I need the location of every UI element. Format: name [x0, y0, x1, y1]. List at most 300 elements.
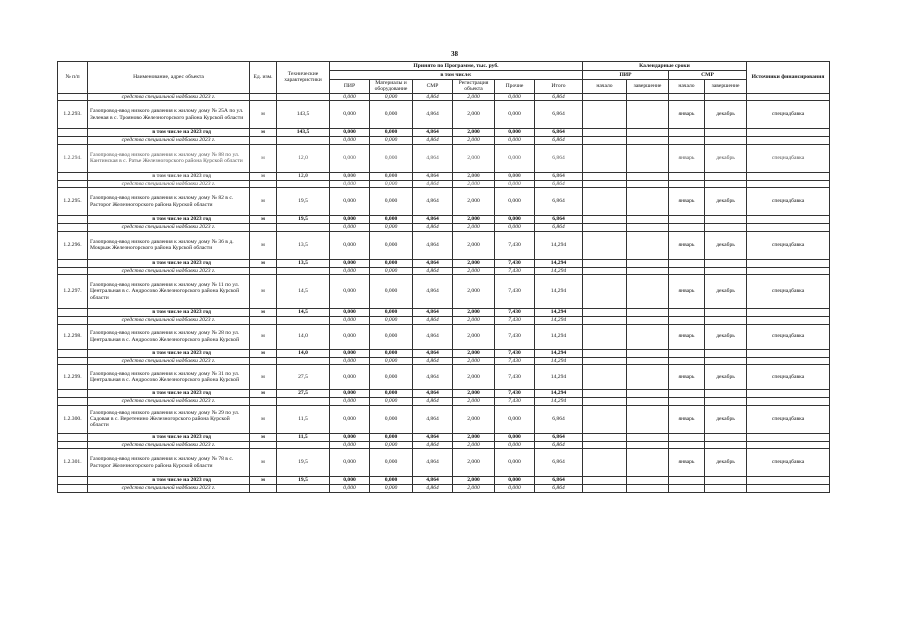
object-number: 1.2.296. [58, 231, 88, 259]
object-unit: м [250, 449, 277, 477]
object-reg: 2,000 [453, 144, 495, 172]
funds-reg: 2,000 [453, 357, 495, 365]
funds-row [58, 180, 830, 188]
subtotal-row [58, 309, 830, 317]
subtotal-smr: 4,864 [413, 349, 453, 357]
subtotal-total: 6,864 [535, 172, 583, 180]
funds-reg: 2,000 [453, 485, 495, 493]
subtotal-smr: 4,864 [413, 390, 453, 398]
object-source: спецнадбавка [747, 188, 830, 216]
object-start: январь [669, 324, 705, 349]
object-pir: 0,000 [330, 101, 370, 129]
object-end: декабрь [705, 188, 747, 216]
funds-total: 6,864 [535, 137, 583, 145]
subtotal-tech: 11,5 [277, 433, 330, 441]
object-other: 7,430 [495, 275, 535, 309]
subtotal-mat: 0,000 [370, 309, 413, 317]
header-smr: СМР [413, 80, 453, 94]
object-pir: 0,000 [330, 275, 370, 309]
object-start: январь [669, 449, 705, 477]
object-total: 14,294 [535, 231, 583, 259]
table-row [58, 275, 830, 309]
subtotal-other: 0,000 [495, 129, 535, 137]
object-mat: 0,000 [370, 405, 413, 433]
subtotal-total: 14,294 [535, 309, 583, 317]
funds-row [58, 224, 830, 232]
funds-other: 7,430 [495, 267, 535, 275]
object-number: 1.2.299. [58, 365, 88, 390]
object-number: 1.2.295. [58, 188, 88, 216]
object-name: Газопровод-ввод низкого давления к жилому дому № 11 по ул. Центральная в с. Андросово Железногорского района Курской области [88, 275, 250, 309]
funds-label: средства специальной надбавки 2023 г. [88, 398, 250, 406]
subtotal-pir: 0,000 [330, 433, 370, 441]
header-other: Прочие [495, 80, 535, 94]
funds-smr: 4,864 [413, 93, 453, 101]
funds-label: средства специальной надбавки 2023 г. [88, 357, 250, 365]
object-unit: м [250, 231, 277, 259]
funds-label: средства специальной надбавки 2023 г. [88, 441, 250, 449]
subtotal-other: 0,000 [495, 477, 535, 485]
funds-mat: 0,000 [370, 317, 413, 325]
object-other: 0,000 [495, 188, 535, 216]
object-total: 6,864 [535, 101, 583, 129]
funds-mat: 0,000 [370, 137, 413, 145]
table-row [58, 188, 830, 216]
funds-smr: 4,864 [413, 398, 453, 406]
header-pir-end: завершение [627, 80, 669, 94]
object-other: 0,000 [495, 144, 535, 172]
funds-other: 0,000 [495, 137, 535, 145]
object-other: 0,000 [495, 405, 535, 433]
funds-total: 6,864 [535, 224, 583, 232]
object-tech: 12,0 [277, 144, 330, 172]
object-total: 6,864 [535, 405, 583, 433]
subtotal-tech: 143,5 [277, 129, 330, 137]
subtotal-smr: 4,864 [413, 129, 453, 137]
object-mat: 0,000 [370, 365, 413, 390]
subtotal-mat: 0,000 [370, 172, 413, 180]
subtotal-label: в том числе на 2023 год [88, 259, 250, 267]
subtotal-unit: м [250, 390, 277, 398]
object-number: 1.2.294. [58, 144, 88, 172]
funds-smr: 4,864 [413, 224, 453, 232]
funds-reg: 2,000 [453, 93, 495, 101]
object-number: 1.2.298. [58, 324, 88, 349]
object-source: спецнадбавка [747, 405, 830, 433]
subtotal-pir: 0,000 [330, 390, 370, 398]
header-total: Итого [535, 80, 583, 94]
object-name: Газопровод-ввод низкого давления к жилому дому № 36 в д. Мокрыж Железногорского района Курской области [88, 231, 250, 259]
subtotal-pir: 0,000 [330, 349, 370, 357]
funds-mat: 0,000 [370, 267, 413, 275]
funds-pir: 0,000 [330, 317, 370, 325]
subtotal-label: в том числе на 2023 год [88, 172, 250, 180]
object-smr: 4,864 [413, 324, 453, 349]
subtotal-unit: м [250, 433, 277, 441]
subtotal-total: 6,864 [535, 433, 583, 441]
funds-row [58, 357, 830, 365]
subtotal-total: 6,864 [535, 477, 583, 485]
funds-reg: 2,000 [453, 137, 495, 145]
object-source: спецнадбавка [747, 324, 830, 349]
header-unit: Ед. изм. [250, 62, 277, 94]
object-end: декабрь [705, 324, 747, 349]
subtotal-row [58, 259, 830, 267]
object-start: январь [669, 231, 705, 259]
subtotal-smr: 4,864 [413, 309, 453, 317]
subtotal-row [58, 433, 830, 441]
subtotal-pir: 0,000 [330, 129, 370, 137]
funds-other: 7,430 [495, 357, 535, 365]
subtotal-other: 0,000 [495, 433, 535, 441]
header-name: Наименование, адрес объекта [88, 62, 250, 94]
object-number: 1.2.293. [58, 101, 88, 129]
object-other: 0,000 [495, 449, 535, 477]
object-tech: 14,5 [277, 275, 330, 309]
subtotal-total: 14,294 [535, 390, 583, 398]
header-smr-end: завершение [705, 80, 747, 94]
subtotal-total: 6,864 [535, 129, 583, 137]
object-name: Газопровод-ввод низкого давления к жилому дому № 82 в с. Расторог Железногорского района Курской области [88, 188, 250, 216]
object-total: 6,864 [535, 188, 583, 216]
object-name: Газопровод-ввод низкого давления к жилому дому № 78 в с. Расторог Железногорского района Курской области [88, 449, 250, 477]
table-row [58, 449, 830, 477]
funds-mat: 0,000 [370, 441, 413, 449]
funds-label: средства специальной надбавки 2023 г. [88, 485, 250, 493]
subtotal-unit: м [250, 172, 277, 180]
subtotal-unit: м [250, 309, 277, 317]
header-cal-smr: СМР [669, 71, 747, 80]
funds-reg: 2,000 [453, 441, 495, 449]
object-end: декабрь [705, 405, 747, 433]
funds-label: средства специальной надбавки 2023 г. [88, 224, 250, 232]
object-mat: 0,000 [370, 324, 413, 349]
object-other: 7,430 [495, 365, 535, 390]
subtotal-label: в том числе на 2023 год [88, 349, 250, 357]
object-reg: 2,000 [453, 101, 495, 129]
subtotal-mat: 0,000 [370, 390, 413, 398]
funds-smr: 4,864 [413, 180, 453, 188]
funds-pir: 0,000 [330, 398, 370, 406]
header-smr-start: начало [669, 80, 705, 94]
object-pir: 0,000 [330, 324, 370, 349]
object-tech: 27,5 [277, 365, 330, 390]
object-unit: м [250, 365, 277, 390]
funds-other: 0,000 [495, 180, 535, 188]
subtotal-reg: 2,000 [453, 216, 495, 224]
object-pir: 0,000 [330, 405, 370, 433]
subtotal-other: 7,430 [495, 259, 535, 267]
object-smr: 4,864 [413, 275, 453, 309]
funds-pir: 0,000 [330, 224, 370, 232]
subtotal-row [58, 349, 830, 357]
object-unit: м [250, 275, 277, 309]
subtotal-pir: 0,000 [330, 216, 370, 224]
subtotal-mat: 0,000 [370, 259, 413, 267]
object-start: январь [669, 101, 705, 129]
program-table [57, 61, 830, 493]
object-start: январь [669, 405, 705, 433]
subtotal-label: в том числе на 2023 год [88, 216, 250, 224]
funds-smr: 4,864 [413, 357, 453, 365]
header-incl: в том числе: [330, 71, 583, 80]
table-header [58, 62, 830, 94]
subtotal-tech: 14,5 [277, 309, 330, 317]
subtotal-mat: 0,000 [370, 433, 413, 441]
funds-smr: 4,864 [413, 441, 453, 449]
object-unit: м [250, 188, 277, 216]
funds-total: 6,864 [535, 180, 583, 188]
subtotal-pir: 0,000 [330, 477, 370, 485]
funds-row [58, 441, 830, 449]
object-source: спецнадбавка [747, 144, 830, 172]
subtotal-other: 7,430 [495, 309, 535, 317]
object-name: Газопровод-ввод низкого давления к жилому дому № 25А по ул. Зеленая в с. Трояново Железногорского района Курской области [88, 101, 250, 129]
header-calendar: Календарные сроки [583, 62, 747, 71]
subtotal-tech: 19,5 [277, 477, 330, 485]
table-row [58, 231, 830, 259]
object-end: декабрь [705, 365, 747, 390]
object-pir: 0,000 [330, 365, 370, 390]
subtotal-reg: 2,000 [453, 259, 495, 267]
header-pir-start: начало [583, 80, 627, 94]
subtotal-pir: 0,000 [330, 309, 370, 317]
subtotal-reg: 2,000 [453, 390, 495, 398]
object-total: 6,864 [535, 144, 583, 172]
object-smr: 4,864 [413, 449, 453, 477]
object-tech: 19,5 [277, 188, 330, 216]
object-start: январь [669, 275, 705, 309]
subtotal-reg: 2,000 [453, 349, 495, 357]
funds-total: 6,864 [535, 441, 583, 449]
object-mat: 0,000 [370, 188, 413, 216]
funds-other: 0,000 [495, 224, 535, 232]
subtotal-tech: 27,5 [277, 390, 330, 398]
object-tech: 14,0 [277, 324, 330, 349]
object-tech: 19,5 [277, 449, 330, 477]
header-tech: Технические характеристики [277, 62, 330, 94]
funds-other: 7,430 [495, 398, 535, 406]
subtotal-unit: м [250, 129, 277, 137]
subtotal-total: 14,294 [535, 259, 583, 267]
subtotal-other: 7,430 [495, 349, 535, 357]
funds-smr: 4,864 [413, 317, 453, 325]
object-reg: 2,000 [453, 275, 495, 309]
funds-other: 0,000 [495, 93, 535, 101]
subtotal-unit: м [250, 477, 277, 485]
page-number: 38 [451, 50, 458, 58]
funds-pir: 0,000 [330, 137, 370, 145]
subtotal-reg: 2,000 [453, 172, 495, 180]
object-name: Газопровод-ввод низкого давления к жилому дому № 31 по ул. Центральная в с. Андросово Железногорского района Курской [88, 365, 250, 390]
header-cal-pir: ПИР [583, 71, 669, 80]
subtotal-smr: 4,864 [413, 216, 453, 224]
object-pir: 0,000 [330, 144, 370, 172]
subtotal-tech: 14,0 [277, 349, 330, 357]
funds-pir: 0,000 [330, 93, 370, 101]
object-start: январь [669, 144, 705, 172]
object-smr: 4,864 [413, 365, 453, 390]
funds-row [58, 267, 830, 275]
subtotal-smr: 4,864 [413, 433, 453, 441]
table-row [58, 365, 830, 390]
subtotal-other: 0,000 [495, 172, 535, 180]
subtotal-mat: 0,000 [370, 349, 413, 357]
object-total: 14,294 [535, 365, 583, 390]
subtotal-label: в том числе на 2023 год [88, 477, 250, 485]
object-source: спецнадбавка [747, 275, 830, 309]
object-reg: 2,000 [453, 231, 495, 259]
object-other: 0,000 [495, 101, 535, 129]
subtotal-pir: 0,000 [330, 172, 370, 180]
object-mat: 0,000 [370, 101, 413, 129]
object-unit: м [250, 324, 277, 349]
subtotal-other: 7,430 [495, 390, 535, 398]
object-end: декабрь [705, 449, 747, 477]
object-end: декабрь [705, 101, 747, 129]
funds-materials: 0,000 [370, 93, 413, 101]
object-reg: 2,000 [453, 188, 495, 216]
object-reg: 2,000 [453, 449, 495, 477]
object-start: январь [669, 365, 705, 390]
header-pir: ПИР [330, 80, 370, 94]
table-row [58, 101, 830, 129]
subtotal-label: в том числе на 2023 год [88, 390, 250, 398]
object-start: январь [669, 188, 705, 216]
object-other: 7,430 [495, 231, 535, 259]
subtotal-label: в том числе на 2023 год [88, 309, 250, 317]
funds-pir: 0,000 [330, 267, 370, 275]
funds-pir: 0,000 [330, 180, 370, 188]
funds-label: средства специальной надбавки 2023 г. [88, 137, 250, 145]
subtotal-row [58, 172, 830, 180]
object-reg: 2,000 [453, 365, 495, 390]
subtotal-smr: 4,864 [413, 259, 453, 267]
object-smr: 4,864 [413, 188, 453, 216]
object-name: Газопровод-ввод низкого давления к жилому дому № 28 по ул. Центральная в с. Андросово Железногорского района Курской [88, 324, 250, 349]
subtotal-tech: 13,5 [277, 259, 330, 267]
subtotal-row [58, 390, 830, 398]
object-unit: м [250, 144, 277, 172]
object-source: спецнадбавка [747, 449, 830, 477]
object-mat: 0,000 [370, 275, 413, 309]
funds-pir: 0,000 [330, 357, 370, 365]
funds-smr: 4,864 [413, 267, 453, 275]
funds-label: средства специальной надбавки 2023 г. [88, 317, 250, 325]
object-reg: 2,000 [453, 324, 495, 349]
funds-mat: 0,000 [370, 485, 413, 493]
object-unit: м [250, 101, 277, 129]
header-sources: Источники финансирования [747, 62, 830, 94]
object-tech: 143,5 [277, 101, 330, 129]
object-other: 7,430 [495, 324, 535, 349]
header-materials: Материалы и оборудование [370, 80, 413, 94]
subtotal-total: 14,294 [535, 349, 583, 357]
funds-row [58, 93, 830, 101]
funds-reg: 2,000 [453, 180, 495, 188]
object-tech: 13,5 [277, 231, 330, 259]
funds-row [58, 137, 830, 145]
header-program: Принято по Программе, тыс. руб. [330, 62, 583, 71]
object-source: спецнадбавка [747, 231, 830, 259]
object-pir: 0,000 [330, 449, 370, 477]
subtotal-pir: 0,000 [330, 259, 370, 267]
subtotal-unit: м [250, 259, 277, 267]
object-total: 14,294 [535, 324, 583, 349]
object-pir: 0,000 [330, 231, 370, 259]
funds-smr: 4,864 [413, 485, 453, 493]
object-number: 1.2.301. [58, 449, 88, 477]
header-reg: Регистрация объекта [453, 80, 495, 94]
subtotal-reg: 2,000 [453, 309, 495, 317]
object-total: 6,864 [535, 449, 583, 477]
subtotal-row [58, 216, 830, 224]
funds-reg: 2,000 [453, 267, 495, 275]
subtotal-tech: 12,0 [277, 172, 330, 180]
object-tech: 11,5 [277, 405, 330, 433]
funds-reg: 2,000 [453, 317, 495, 325]
subtotal-smr: 4,864 [413, 477, 453, 485]
funds-other: 0,000 [495, 485, 535, 493]
object-name: Газопровод-ввод низкого давления к жилому дому № 88 по ул. Кантинская в с. Ратье Железногорского района Курской области [88, 144, 250, 172]
funds-total: 14,294 [535, 398, 583, 406]
funds-total: 6,864 [535, 93, 583, 101]
object-name: Газопровод-ввод низкого давления к жилому дому № 29 по ул. Садовая в с. Веретенино Железногорского района Курской области [88, 405, 250, 433]
funds-other: 7,430 [495, 317, 535, 325]
object-smr: 4,864 [413, 231, 453, 259]
table-body [58, 93, 830, 492]
subtotal-reg: 2,000 [453, 433, 495, 441]
object-end: декабрь [705, 144, 747, 172]
subtotal-row [58, 477, 830, 485]
funds-pir: 0,000 [330, 485, 370, 493]
funds-mat: 0,000 [370, 357, 413, 365]
subtotal-reg: 2,000 [453, 129, 495, 137]
subtotal-mat: 0,000 [370, 216, 413, 224]
subtotal-other: 0,000 [495, 216, 535, 224]
funds-mat: 0,000 [370, 180, 413, 188]
table-row [58, 405, 830, 433]
funds-total: 14,294 [535, 357, 583, 365]
funds-total: 14,294 [535, 317, 583, 325]
subtotal-tech: 19,5 [277, 216, 330, 224]
subtotal-mat: 0,000 [370, 129, 413, 137]
funds-smr: 4,864 [413, 137, 453, 145]
object-total: 14,294 [535, 275, 583, 309]
funds-mat: 0,000 [370, 224, 413, 232]
funds-row [58, 317, 830, 325]
table-row [58, 144, 830, 172]
subtotal-total: 6,864 [535, 216, 583, 224]
funds-other: 0,000 [495, 441, 535, 449]
object-mat: 0,000 [370, 449, 413, 477]
funds-reg: 2,000 [453, 398, 495, 406]
funds-total: 14,294 [535, 267, 583, 275]
funds-row [58, 398, 830, 406]
funds-total: 6,864 [535, 485, 583, 493]
object-unit: м [250, 405, 277, 433]
object-number: 1.2.300. [58, 405, 88, 433]
object-number: 1.2.297. [58, 275, 88, 309]
object-smr: 4,864 [413, 144, 453, 172]
subtotal-unit: м [250, 349, 277, 357]
object-smr: 4,864 [413, 405, 453, 433]
funds-label: средства специальной надбавки 2023 г. [88, 267, 250, 275]
funds-label: средства специальной надбавки 2023 г. [88, 180, 250, 188]
subtotal-smr: 4,864 [413, 172, 453, 180]
subtotal-mat: 0,000 [370, 477, 413, 485]
object-source: спецнадбавка [747, 365, 830, 390]
